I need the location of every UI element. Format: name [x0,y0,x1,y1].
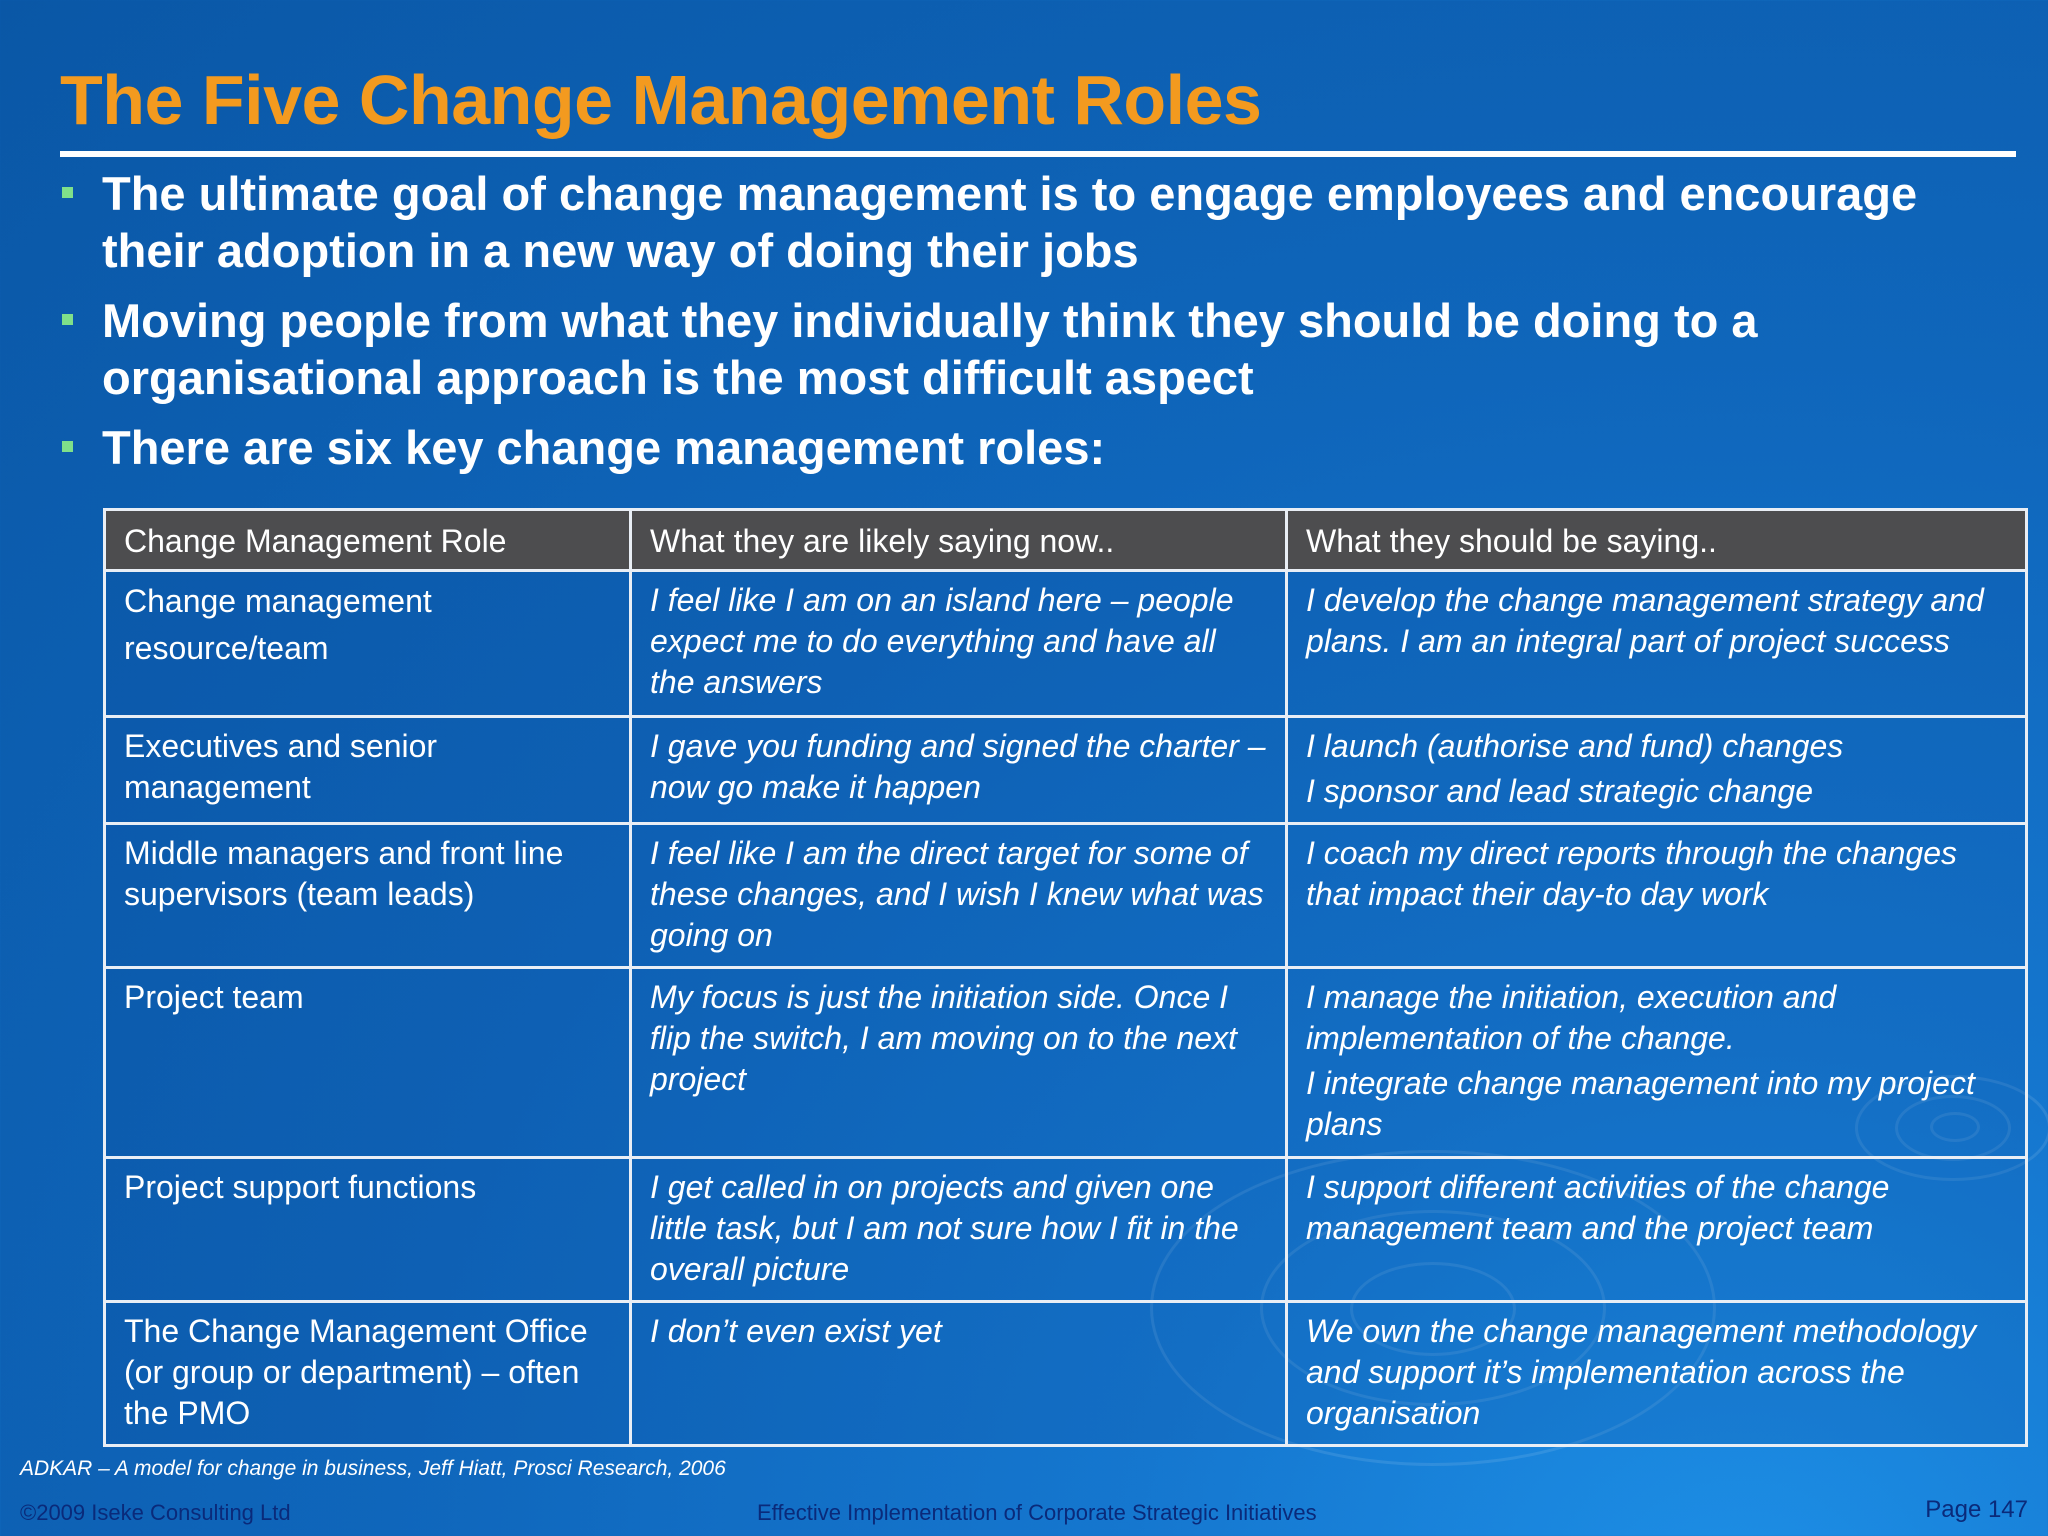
table-row [105,1302,2027,1446]
role-cell [105,717,631,824]
title-divider [60,151,2016,157]
cell-text: Project support functions [124,1169,477,1205]
footer-page-number: Page 147 [1925,1496,2028,1523]
should-cell [1287,717,2027,824]
column-header-now: What they are likely saying now.. [631,510,1287,571]
column-header-should: What they should be saying.. [1287,510,2027,571]
square-bullet-icon [62,441,73,452]
column-header-role: Change Management Role [105,510,631,571]
cell-text: Change management [124,583,432,619]
role-cell [105,968,631,1158]
roles-table [103,508,2028,1447]
bullet-list [60,165,2020,489]
should-cell [1287,824,2027,968]
cell-text: I get called in on projects and given one little task, but I am not sure how I fit in the overall picture [650,1169,1239,1287]
table-row [105,571,2027,717]
cell-text: I sponsor and lead strategic change [1306,773,1813,809]
cell-text: I coach my direct reports through the changes that impact their day-to day work [1306,835,1958,912]
bullet-text: Moving people from what they individually think they should be doing to a organisational approach is the most difficult aspect [102,294,1758,404]
now-cell [631,717,1287,824]
cell-text: I gave you funding and signed the charter – now go make it happen [650,728,1266,805]
role-cell [105,1302,631,1446]
cell-text: My focus is just the initiation side. Once I flip the switch, I am moving on to the next project [650,979,1237,1097]
cell-text: resource/team [124,630,329,666]
now-cell [631,1158,1287,1302]
square-bullet-icon [62,187,73,198]
cell-text: Executives and senior management [124,728,438,805]
bullet-item [60,292,2020,406]
cell-text: We own the change management methodology and support it’s implementation across the organisation [1306,1313,1977,1431]
cell-text: I launch (authorise and fund) changes [1306,728,1844,764]
slide-title: The Five Change Management Roles [60,61,1262,139]
cell-text: I don’t even exist yet [650,1313,942,1349]
footer-course-title: Effective Implementation of Corporate Strategic Initiatives [757,1500,1317,1525]
bullet-text: The ultimate goal of change management is to engage employees and encourage their adoption in a new way of doing their jobs [102,167,1918,277]
should-cell [1287,968,2027,1158]
table-row [105,824,2027,968]
cell-text: I integrate change management into my project plans [1306,1065,1975,1142]
now-cell [631,1302,1287,1446]
cell-text: I manage the initiation, execution and implementation of the change. [1306,979,1837,1056]
now-cell [631,968,1287,1158]
cell-text: The Change Management Office (or group or department) – often the PMO [124,1313,588,1431]
bullet-item [60,165,2020,279]
should-cell [1287,1302,2027,1446]
source-citation: ADKAR – A model for change in business, Jeff Hiatt, Prosci Research, 2006 [20,1457,726,1480]
square-bullet-icon [62,314,73,325]
table-row [105,968,2027,1158]
cell-text: I develop the change management strategy and plans. I am an integral part of project success [1306,582,1984,659]
table-row [105,717,2027,824]
footer-copyright: ©2009 Iseke Consulting Ltd [20,1500,291,1525]
cell-text: I feel like I am on an island here – people expect me to do everything and have all the answers [650,582,1234,700]
should-cell [1287,1158,2027,1302]
role-cell [105,824,631,968]
bullet-text: There are six key change management roles: [102,421,1106,474]
now-cell [631,571,1287,717]
cell-text: Middle managers and front line supervisors (team leads) [124,835,564,912]
should-cell [1287,571,2027,717]
now-cell [631,824,1287,968]
cell-text: I support different activities of the change management team and the project team [1306,1169,1890,1246]
role-cell [105,1158,631,1302]
table-header-row [105,510,2027,571]
bullet-item [60,419,2020,476]
role-cell [105,571,631,717]
cell-text: I feel like I am the direct target for some of these changes, and I wish I knew what was going on [650,835,1264,953]
table-row [105,1158,2027,1302]
cell-text: Project team [124,979,304,1015]
